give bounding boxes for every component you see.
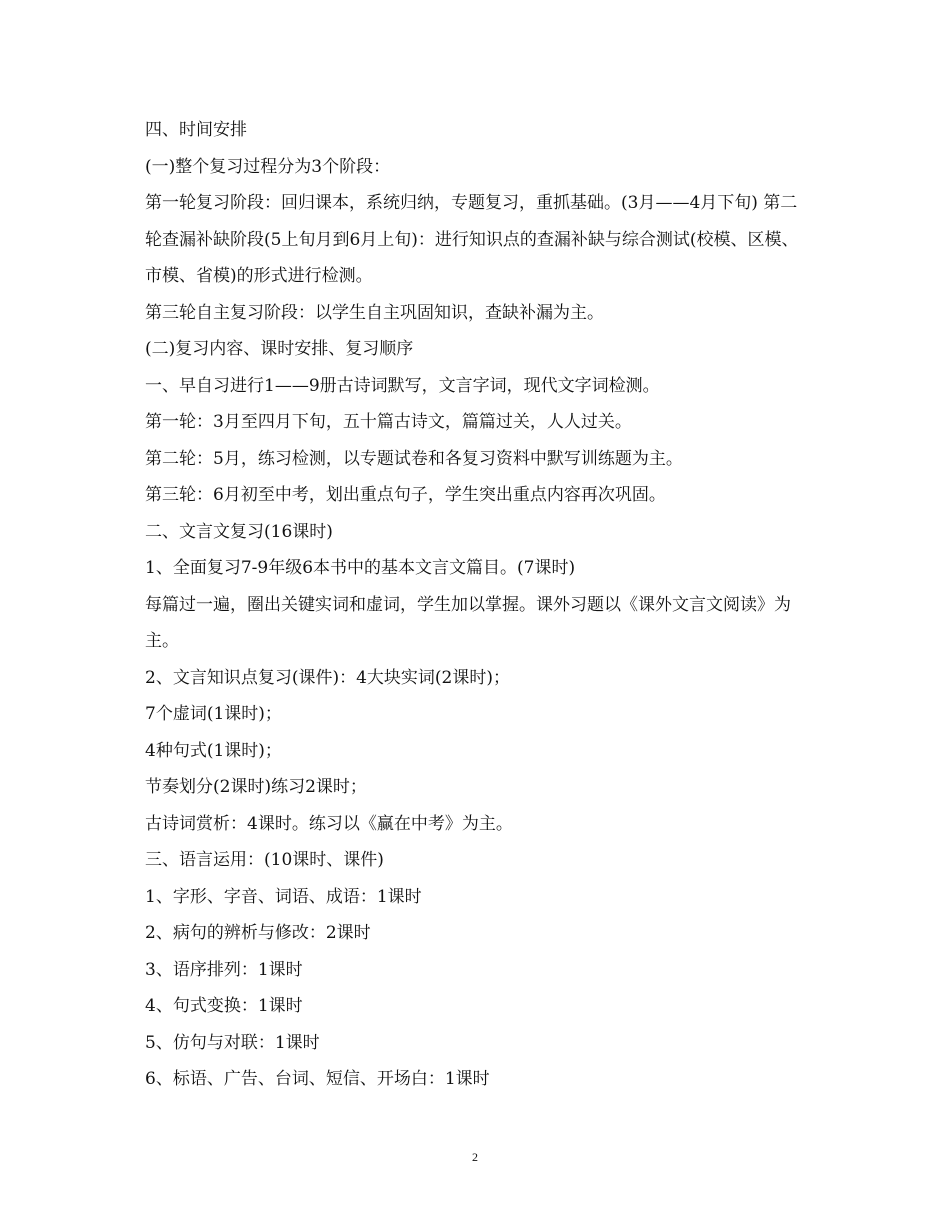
list-item-slogans-ads: 6、标语、广告、台词、短信、开场白：1课时 [145,1069,490,1089]
list-item-imitation-couplets: 5、仿句与对联：1课时 [145,1032,320,1053]
line-poetry-appreciation: 古诗词赏析：4课时。练习以《赢在中考》为主。 [145,813,513,834]
list-item-full-review: 1、全面复习7-9年级6本书中的基本文言文篇目。(7课时) [145,558,576,578]
page-number: 2 [472,1150,478,1164]
list-item-characters-phrases: 1、字形、字音、词语、成语：1课时 [145,886,422,907]
line-sentence-patterns: 4种句式(1课时)； [145,740,282,761]
section-heading-language-use: 三、语言运用：(10课时、课件) [145,850,384,870]
subsection-heading-content: (二)复习内容、课时安排、复习顺序 [145,339,414,359]
paragraph-round-one: 第一轮：3月至四月下旬，五十篇古诗文，篇篇过关，人人过关。 [145,412,632,432]
paragraph-round-two: 第二轮：5月，练习检测，以专题试卷和各复习资料中默写训练题为主。 [145,448,683,469]
line-rhythm-division: 节奏划分(2课时)练习2课时； [145,777,367,797]
paragraph-morning-study: 一、早自习进行1——9册古诗词默写，文言字词，现代文字词检测。 [145,375,660,396]
paragraph-first-and-second-round: 第一轮复习阶段：回归课本，系统归纳，专题复习，重抓基础。(3月——4月下旬) 第二轮查漏补缺阶段(5上旬月到6月上旬)：进行知识点的查漏补缺与综合测试(校模、区模、市模、省模)的形式进行检测。 [145,193,799,286]
line-function-words: 7个虚词(1课时)； [145,704,282,724]
list-item-word-order: 3、语序排列：1课时 [145,959,303,980]
list-item-sentence-correction: 2、病句的辨析与修改：2课时 [145,923,371,943]
subsection-heading-phases: (一)整个复习过程分为3个阶段： [145,156,391,177]
paragraph-third-round: 第三轮自主复习阶段：以学生自主巩固知识，查缺补漏为主。 [145,302,604,323]
paragraph-round-three: 第三轮：6月初至中考，划出重点句子，学生突出重点内容再次巩固。 [145,485,666,505]
list-item-knowledge-points: 2、文言知识点复习(课件)：4大块实词(2课时)； [145,667,510,688]
list-item-sentence-transform: 4、句式变换：1课时 [145,996,303,1016]
document-body [145,112,810,1098]
paragraph-each-article: 每篇过一遍，圈出关键实词和虚词，学生加以掌握。课外习题以《课外文言文阅读》为主。 [145,594,791,651]
section-heading-schedule: 四、时间安排 [145,120,247,140]
section-heading-classical-chinese: 二、文言文复习(16课时) [145,521,333,542]
